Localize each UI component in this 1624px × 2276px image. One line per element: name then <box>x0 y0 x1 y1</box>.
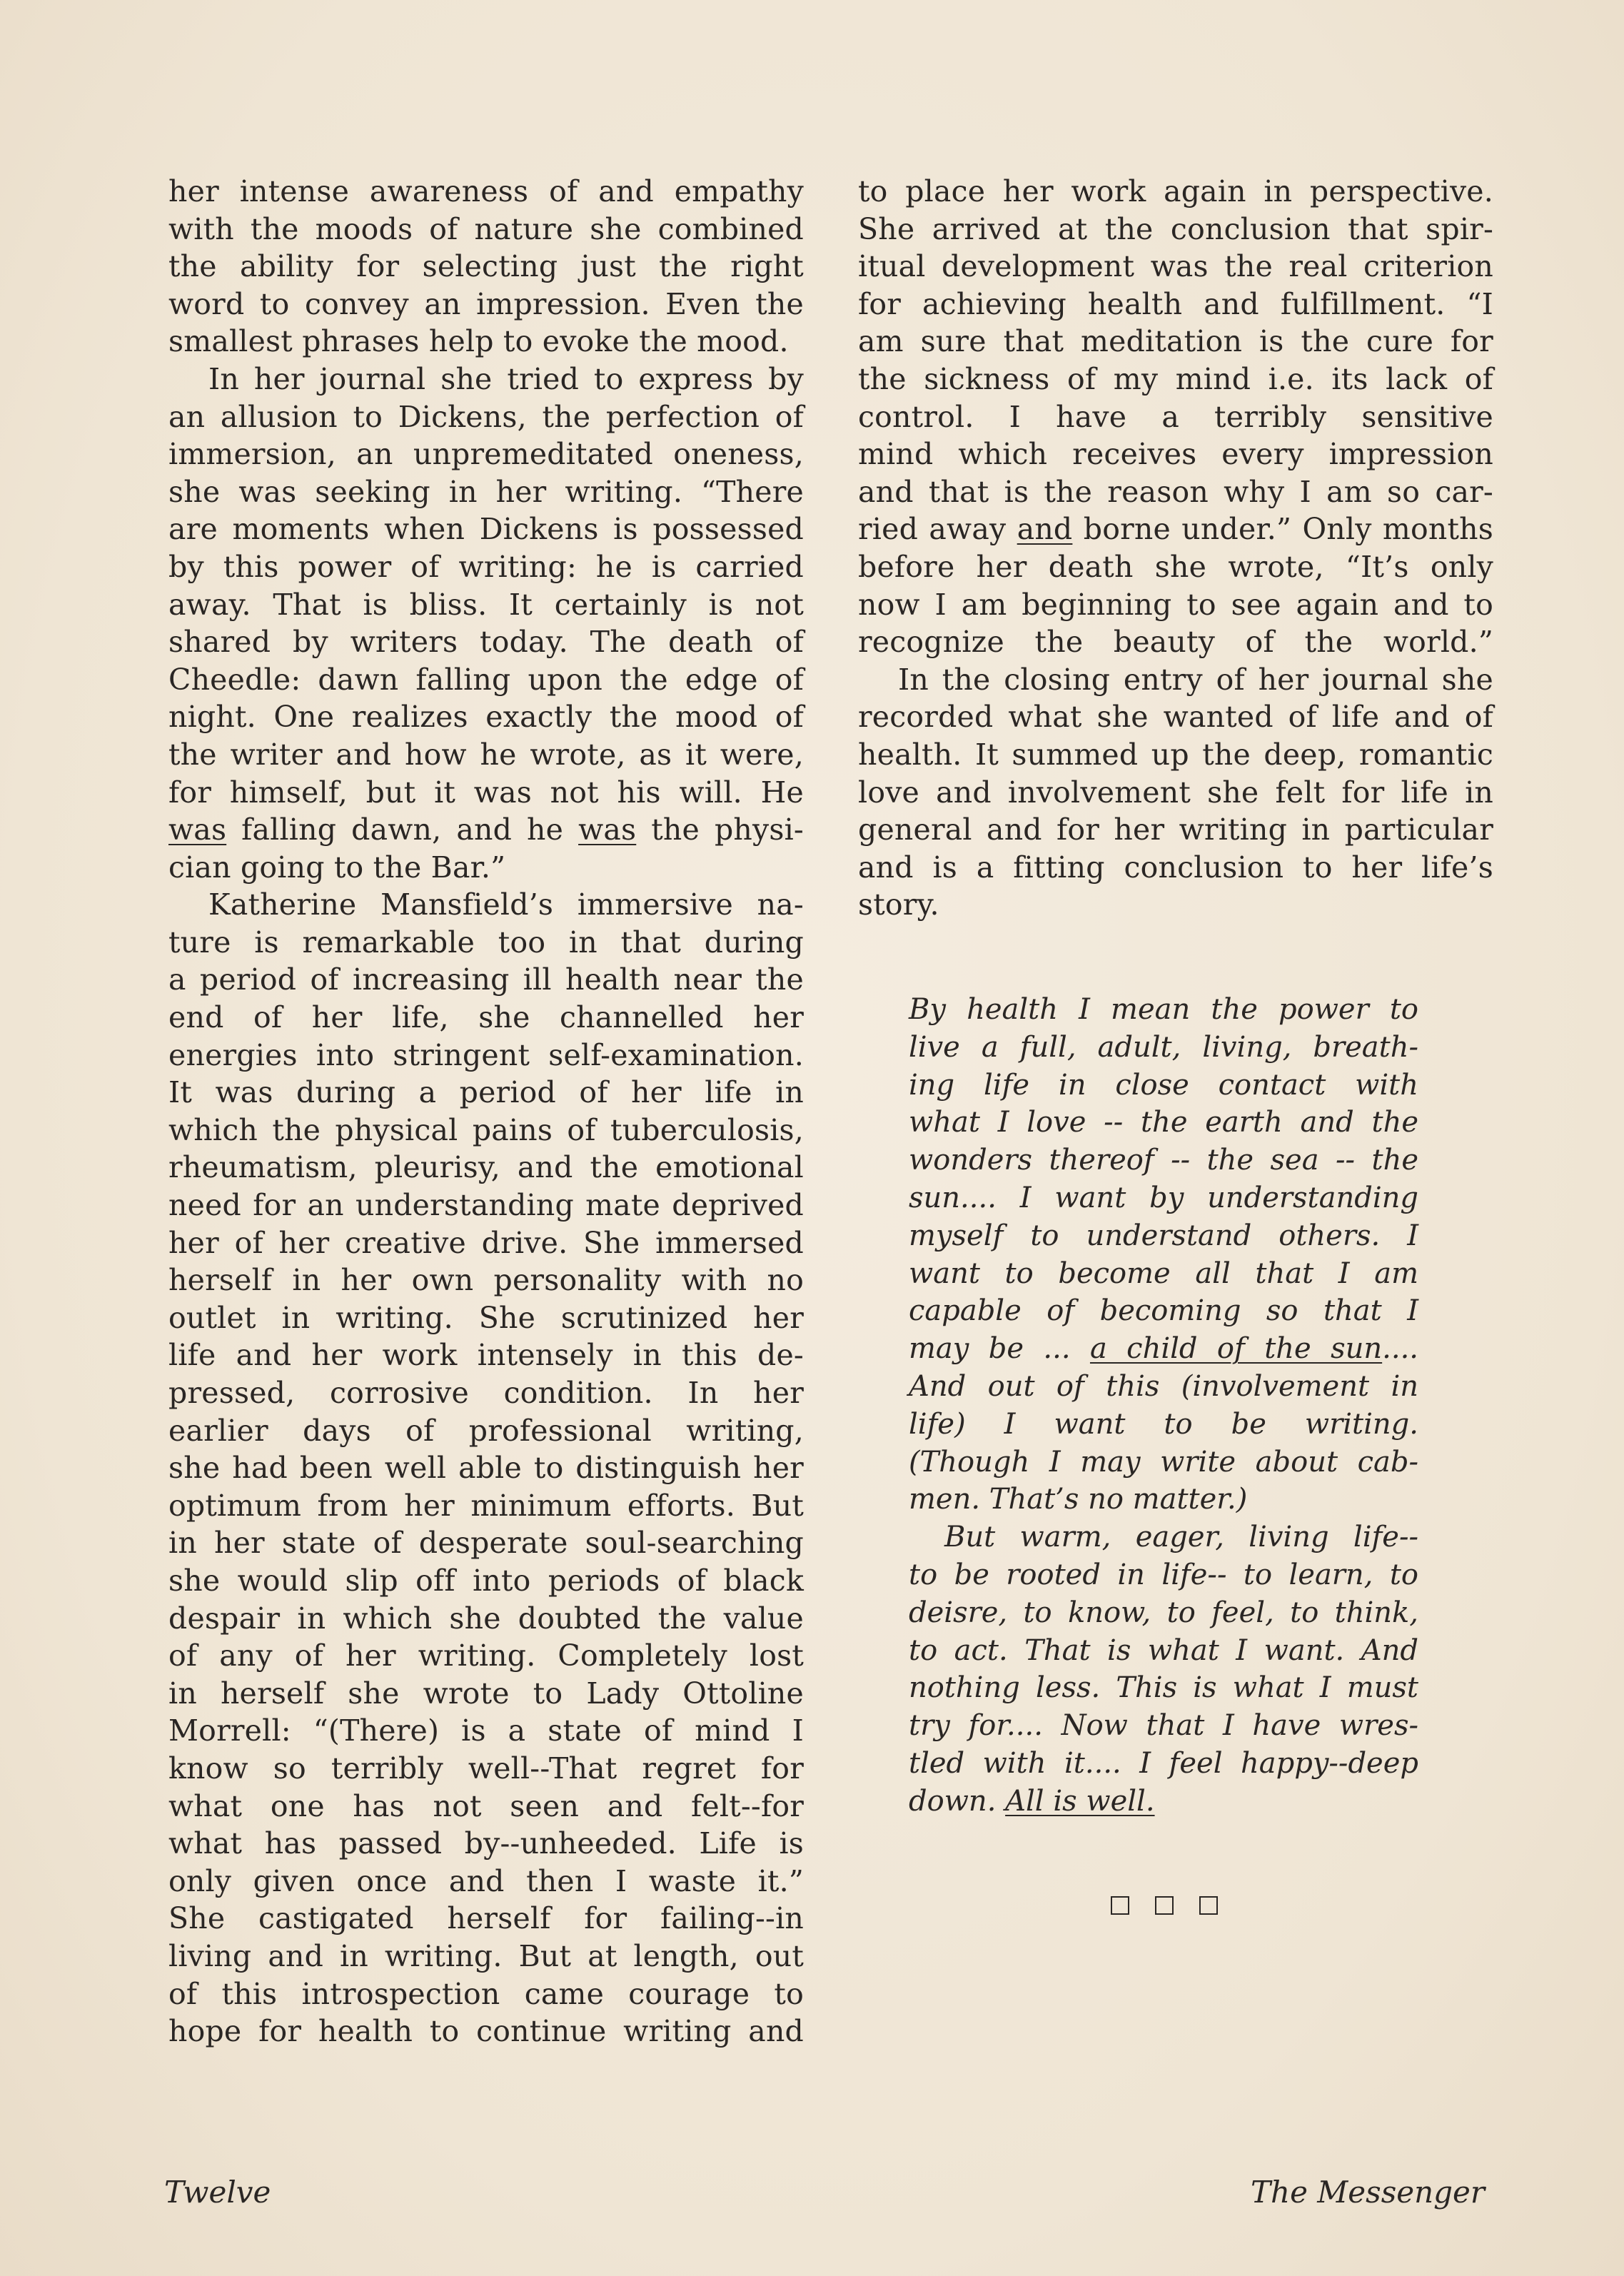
body-text-line: what has passed by--unheeded. Life is <box>168 1826 804 1861</box>
body-text-line: rheumatism, pleurisy, and the emotional <box>168 1150 804 1185</box>
quote-text-line: what I love -- the earth and the <box>909 1106 1418 1139</box>
body-text-line: with the moods of nature she combined <box>168 211 804 246</box>
body-text-line: away. That is bliss. It certainly is not <box>168 587 804 622</box>
quote-text-line: to act. That is what I want. And <box>909 1633 1418 1667</box>
quote-text-line: live a full, adult, living, breath- <box>909 1030 1418 1064</box>
body-text-line: a period of increasing ill health near the <box>168 962 804 997</box>
body-text-line: shared by writers today. The death of <box>168 625 804 660</box>
body-text-line: In the closing entry of her journal she <box>898 662 1493 697</box>
body-text-line: know so terribly well--That regret for <box>168 1751 804 1786</box>
body-text-line: for himself, but it was not his will. He <box>168 775 804 810</box>
body-text-line: the sickness of my mind i.e. its lack of <box>858 361 1493 396</box>
body-text-line: mind which receives every impression <box>858 437 1493 472</box>
underlined-text: was <box>578 812 637 847</box>
body-text-line: for achieving health and fulfillment. “I <box>858 286 1493 321</box>
body-text-line: which the physical pains of tuberculosis, <box>168 1112 804 1147</box>
body-text-line: love and involvement she felt for life in <box>858 775 1493 810</box>
body-text-line: Morrell: “(There) is a state of mind I <box>168 1713 804 1748</box>
quote-text-line: wonders thereof -- the sea -- the <box>909 1144 1418 1177</box>
body-text-line: word to convey an impression. Even the <box>168 286 804 321</box>
body-text-line: she would slip off into periods of black <box>168 1563 804 1598</box>
body-text-line: ture is remarkable too in that during <box>168 925 804 960</box>
body-text-line <box>858 510 1493 548</box>
body-text-line: her intense awareness of and empathy <box>168 174 804 208</box>
section-end-ornament <box>1111 1896 1218 1915</box>
body-text-line: before her death she wrote, “It’s only <box>858 549 1493 584</box>
body-text-line: In her journal she tried to express by <box>208 361 804 396</box>
body-text-line: only given once and then I waste it.” <box>168 1863 804 1898</box>
quote-text-line: deisre, to know, to feel, to think, <box>909 1596 1418 1629</box>
square-ornament-icon <box>1111 1896 1129 1915</box>
body-text-line: story. <box>858 887 939 922</box>
body-text-line: what one has not seen and felt--for <box>168 1788 804 1823</box>
body-text-line: health. It summed up the deep, romantic <box>858 737 1493 772</box>
quote-text-line: But warm, eager, living life-- <box>944 1521 1418 1554</box>
body-text-line: itual development was the real criterion <box>858 249 1493 284</box>
body-text-line: pressed, corrosive condition. In her <box>168 1376 804 1410</box>
publication-title: The Messenger <box>1251 2175 1485 2210</box>
body-text-line: by this power of writing: he is carried <box>168 549 804 584</box>
body-text-line: of this introspection came courage to <box>168 1976 804 2011</box>
quote-text-line: ing life in close contact with <box>909 1068 1418 1102</box>
body-text-line: outlet in writing. She scrutinized her <box>168 1300 804 1335</box>
body-text-line: am sure that meditation is the cure for <box>858 324 1493 359</box>
right-column <box>858 173 1493 924</box>
quote-text-line: myself to understand others. I <box>909 1219 1418 1252</box>
quote-text-line: capable of becoming so that I <box>909 1294 1418 1328</box>
body-text-line: an allusion to Dickens, the perfection of <box>168 399 804 434</box>
body-text-line: the writer and how he wrote, as it were, <box>168 737 804 772</box>
quote-text-line: (Though I may write about cab- <box>909 1445 1418 1479</box>
quote-text-line: nothing less. This is what I must <box>909 1671 1418 1705</box>
body-text-line: She castigated herself for failing--in <box>168 1901 804 1936</box>
square-ornament-icon <box>1199 1896 1218 1915</box>
body-text-line: general and for her writing in particular <box>858 812 1493 847</box>
body-text-line: the ability for selecting just the right <box>168 249 804 284</box>
body-text-line: optimum from her minimum efforts. But <box>168 1488 804 1523</box>
left-column <box>168 173 804 2050</box>
body-text-line: recognize the beauty of the world.” <box>858 625 1493 660</box>
quote-text-line: to be rooted in life-- to learn, to <box>909 1558 1418 1591</box>
body-text-line: cian going to the Bar.” <box>168 850 506 885</box>
quote-text-line <box>909 1330 1418 1368</box>
text-segment: may be ... <box>909 1332 1090 1366</box>
body-text-line: in her state of desperate soul-searching <box>168 1526 804 1561</box>
body-text-line: living and in writing. But at length, out <box>168 1938 804 1973</box>
square-ornament-icon <box>1155 1896 1174 1915</box>
text-segment: the physi- <box>636 812 804 847</box>
quote-text-line: And out of this (involvement in <box>909 1369 1418 1403</box>
underlined-text: and <box>1017 512 1073 547</box>
quote-text-line: tled with it.... I feel happy--deep <box>909 1746 1418 1780</box>
underlined-text: a child of the sun <box>1089 1332 1383 1366</box>
body-text-line: she had been well able to distinguish her <box>168 1451 804 1486</box>
body-text-line: to place her work again in perspective. <box>858 174 1493 208</box>
body-text-line: her of her creative drive. She immersed <box>168 1225 804 1260</box>
body-text-line: energies into stringent self-examination. <box>168 1037 804 1072</box>
text-segment: .... <box>1382 1332 1418 1366</box>
quote-text-line: By health I mean the power to <box>909 993 1418 1026</box>
body-text-line: herself in her own personality with no <box>168 1263 804 1298</box>
body-text-line: life and her work intensely in this de- <box>168 1338 804 1373</box>
quote-text-line: want to become all that I am <box>909 1257 1418 1290</box>
text-segment: borne under.” Only months <box>1072 512 1494 547</box>
body-text-line: earlier days of professional writing, <box>168 1413 804 1448</box>
body-text-line: immersion, an unpremeditated oneness, <box>168 437 804 472</box>
body-text-line: She arrived at the conclusion that spir- <box>858 211 1493 246</box>
quote-text-line: men. That’s no matter.) <box>909 1483 1248 1516</box>
body-text-line: and is a fitting conclusion to her life’s <box>858 850 1493 885</box>
text-segment: down. <box>909 1784 1006 1818</box>
body-text-line: control. I have a terribly sensitive <box>858 399 1493 434</box>
journal-quote-block <box>909 991 1418 1821</box>
body-text-line: Katherine Mansfield’s immersive na- <box>208 887 804 922</box>
quote-text-line: try for.... Now that I have wres- <box>909 1709 1418 1743</box>
body-text-line <box>168 811 804 849</box>
body-text-line: It was during a period of her life in <box>168 1075 804 1110</box>
body-text-line: despair in which she doubted the value <box>168 1601 804 1636</box>
quote-text-line <box>909 1783 1418 1821</box>
body-text-line: smallest phrases help to evoke the mood. <box>168 324 789 359</box>
text-segment: ried away <box>858 512 1017 547</box>
text-segment: falling dawn, and he <box>226 812 579 847</box>
body-text-line: recorded what she wanted of life and of <box>858 700 1493 735</box>
body-text-line: in herself she wrote to Lady Ottoline <box>168 1676 804 1711</box>
quote-text-line: life) I want to be writing. <box>909 1407 1418 1441</box>
body-text-line: hope for health to continue writing and <box>168 2014 804 2049</box>
body-text-line: she was seeking in her writing. “There <box>168 474 804 509</box>
body-text-line: and that is the reason why I am so car- <box>858 474 1493 509</box>
body-text-line: now I am beginning to see again and to <box>858 587 1493 622</box>
page-number: Twelve <box>164 2175 271 2210</box>
body-text-line: need for an understanding mate deprived <box>168 1188 804 1223</box>
underlined-text: was <box>168 812 227 847</box>
underlined-text: All is well. <box>1005 1784 1155 1818</box>
body-text-line: Cheedle: dawn falling upon the edge of <box>168 662 804 697</box>
body-text-line: end of her life, she channelled her <box>168 1000 804 1035</box>
body-text-line: of any of her writing. Completely lost <box>168 1638 804 1673</box>
body-text-line: night. One realizes exactly the mood of <box>168 700 804 735</box>
body-text-line: are moments when Dickens is possessed <box>168 512 804 547</box>
quote-text-line: sun.... I want by understanding <box>909 1181 1418 1214</box>
